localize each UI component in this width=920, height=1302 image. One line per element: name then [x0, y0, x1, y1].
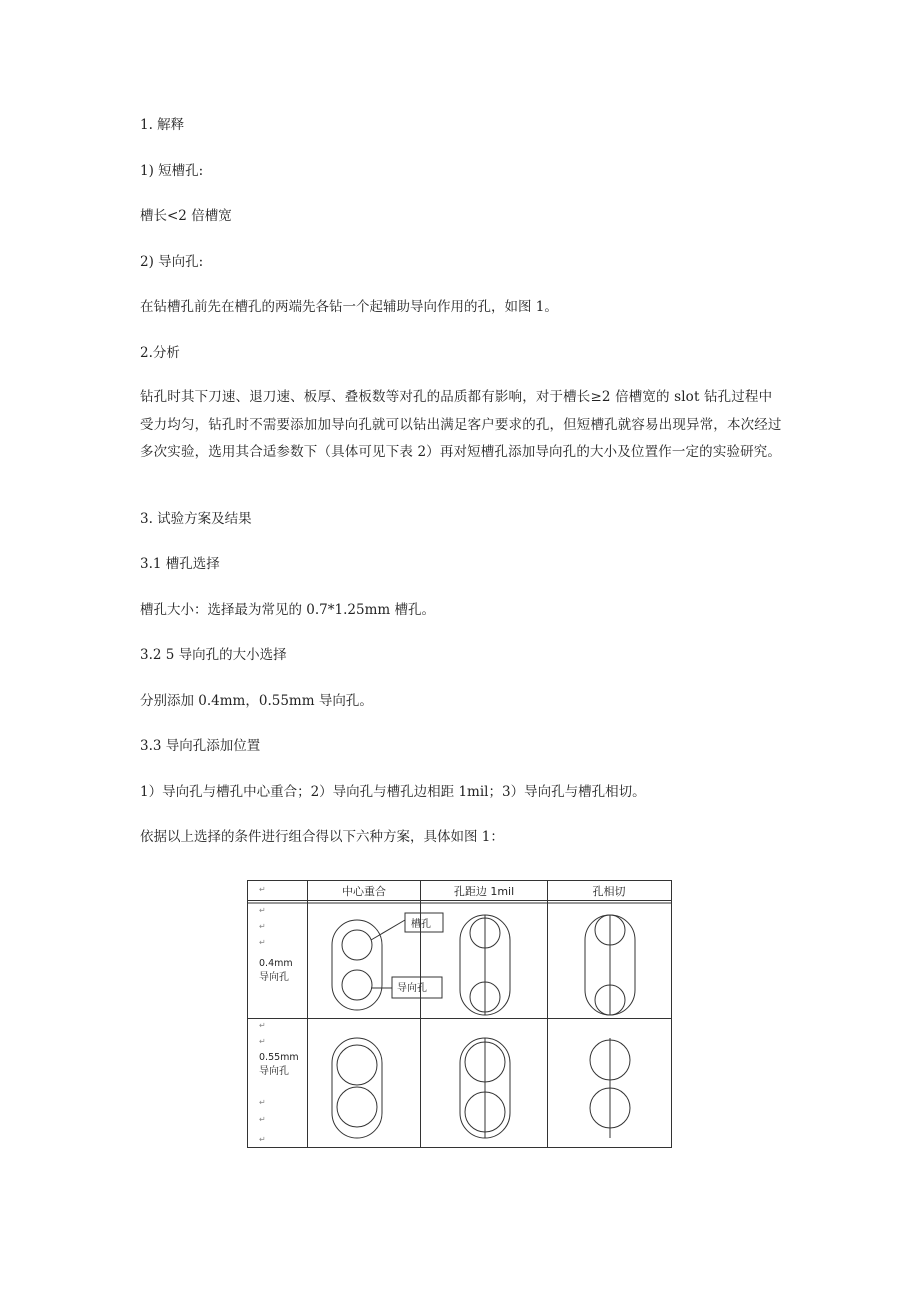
paragraph-mark: ↵ [259, 938, 266, 947]
analysis-paragraph: 钻孔时其下刀速、退刀速、板厚、叠板数等对孔的品质都有影响，对于槽长≥2 倍槽宽的 slot 钻孔过程中受力均匀，钻孔时不需要添加加导向孔就可以钻出满足客户要求的孔，但短槽孔就容易出现异常，本次经过多次实验，选用其合适参数下（具体可见下表 2）再对短槽孔添加导向孔的大小及位置作一定的实验研究。 [140, 389, 782, 460]
subheading-guide-position: 3.3 导向孔添加位置 [140, 738, 261, 754]
guide-hole-circle [337, 1087, 377, 1127]
subheading-guide-size: 3.2 5 导向孔的大小选择 [140, 647, 287, 663]
guide-hole-circle [342, 930, 372, 960]
header-distance-1mil: 孔距边 1mil [453, 885, 515, 898]
section-heading-analysis: 2.分析 [140, 345, 180, 361]
slot-size-text: 槽孔大小：选择最为常见的 0.7*1.25mm 槽孔。 [140, 602, 435, 618]
callout-label-slot: 槽孔 [411, 919, 431, 930]
subheading-short-slot: 1) 短槽孔: [140, 163, 204, 179]
definition-guide-hole: 在钻槽孔前先在槽孔的两端先各钻一个起辅助导向作用的孔，如图 1。 [140, 299, 558, 315]
callout-label-guide-hole: 导向孔 [397, 983, 427, 994]
row-label-guide-hole: 导向孔 [259, 972, 289, 983]
callout-leader-slot [371, 920, 405, 940]
paragraph-mark: ↵ [259, 885, 266, 894]
slot-outline [332, 920, 382, 1010]
figure-1-table [247, 880, 673, 1150]
subheading-guide-hole: 2) 导向孔: [140, 254, 204, 270]
slot-outline [332, 1038, 382, 1138]
header-tangent: 孔相切 [592, 885, 626, 898]
guide-hole-circle [337, 1045, 377, 1085]
section-heading-explanation: 1. 解释 [140, 117, 185, 133]
subheading-slot-selection: 3.1 槽孔选择 [140, 556, 220, 572]
guide-position-text: 1）导向孔与槽孔中心重合；2）导向孔与槽孔边相距 1mil；3）导向孔与槽孔相切。 [140, 784, 646, 800]
paragraph-mark: ↵ [259, 1115, 266, 1124]
section-heading-experiment: 3. 试验方案及结果 [140, 511, 252, 527]
definition-short-slot: 槽长<2 倍槽宽 [140, 208, 232, 224]
row-label-0.4mm: 0.4mm [259, 958, 293, 969]
figure-1-drawing [247, 880, 673, 1150]
paragraph-mark: ↵ [259, 1098, 266, 1107]
paragraph-mark: ↵ [259, 922, 266, 931]
paragraph-mark: ↵ [259, 1037, 266, 1046]
paragraph-mark: ↵ [259, 1021, 266, 1030]
row-label-guide-hole: 导向孔 [259, 1066, 289, 1077]
row-label-0.55mm: 0.55mm [259, 1052, 299, 1063]
scheme-intro-text: 依据以上选择的条件进行组合得以下六种方案，具体如图 1： [140, 829, 504, 845]
paragraph-mark: ↵ [259, 1135, 266, 1144]
guide-hole-circle [342, 970, 372, 1000]
header-center-coincide: 中心重合 [342, 885, 386, 898]
guide-size-text: 分别添加 0.4mm，0.55mm 导向孔。 [140, 693, 373, 709]
paragraph-mark: ↵ [259, 906, 266, 915]
